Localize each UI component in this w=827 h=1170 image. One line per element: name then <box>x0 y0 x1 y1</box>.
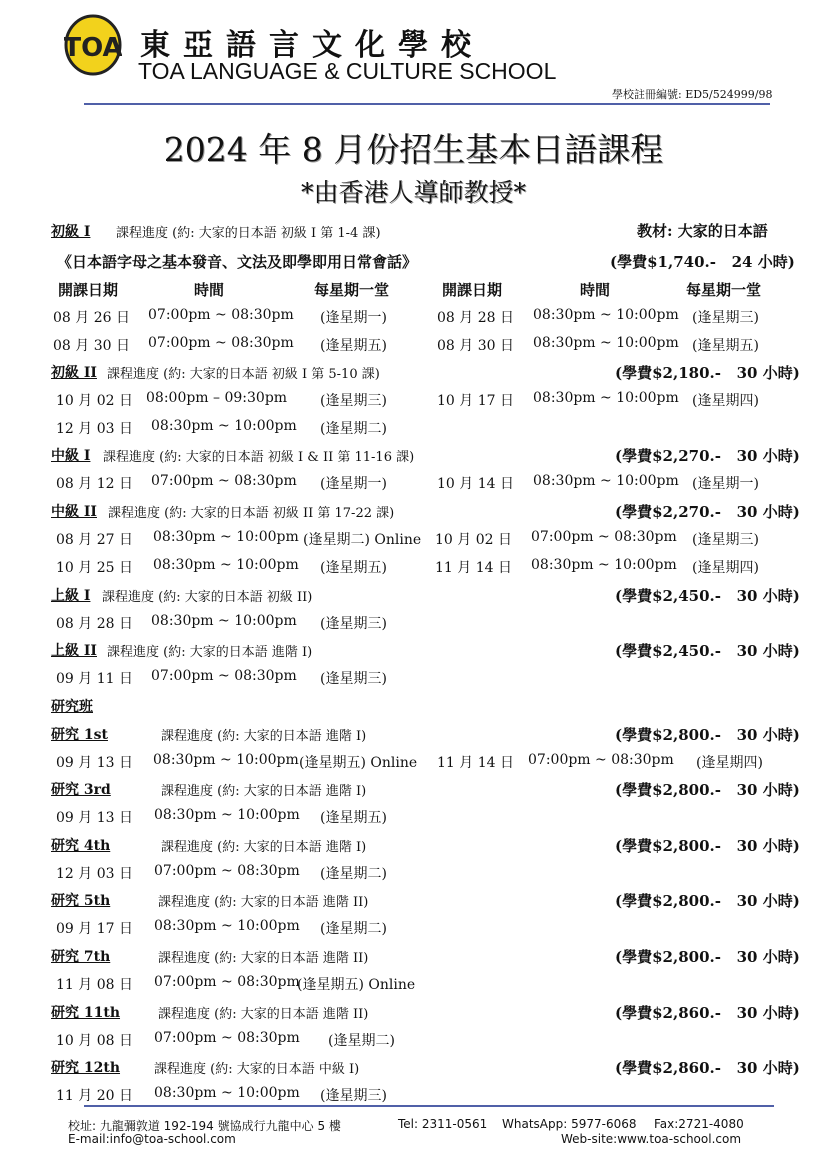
schedule-date: 10 月 02 日 <box>435 532 512 548</box>
school-name-english: TOA LANGUAGE & CULTURE SCHOOL <box>138 58 557 84</box>
schedule-time: 08:30pm ~ 10:00pm <box>153 752 299 768</box>
schedule-time: 07:00pm ~ 08:30pm <box>154 863 300 879</box>
course-fee: (學費$2,450.- 30 小時) <box>615 642 800 660</box>
schedule-time: 08:30pm ~ 10:00pm <box>533 335 679 351</box>
course-progress: 課程進度 (約: 大家的日本語 初級 I & II 第 11-16 課) <box>103 450 415 465</box>
schedule-time: 08:00pm – 09:30pm <box>146 390 288 406</box>
schedule-day: (逢星期二) <box>328 1033 395 1049</box>
email-link[interactable]: E-mail:info@toa-school.com <box>68 1132 236 1146</box>
schedule-time: 08:30pm ~ 10:00pm <box>533 473 679 489</box>
schedule-time: 07:00pm ~ 08:30pm <box>151 668 297 684</box>
course-progress: 課程進度 (約: 大家的日本語 進階 II) <box>158 951 369 966</box>
schedule-date: 08 月 28 日 <box>437 310 514 326</box>
schedule-day: (逢星期四) <box>696 755 763 771</box>
course-description: 《日本語字母之基本發音、文法及即學即用日常會話》 <box>57 253 418 271</box>
schedule-date: 10 月 08 日 <box>56 1033 133 1049</box>
course-fee: (學費$2,800.- 30 小時) <box>615 781 800 799</box>
textbook-label: 教材: 大家的日本語 <box>637 222 768 240</box>
schedule-day: (逢星期一) <box>320 476 387 492</box>
schedule-date: 09 月 13 日 <box>56 810 133 826</box>
website-link[interactable]: Web-site:www.toa-school.com <box>561 1132 742 1146</box>
footer-divider <box>84 1105 774 1107</box>
header-divider <box>84 103 770 105</box>
schedule-day: (逢星期二) <box>320 421 387 437</box>
course-label-research-12th: 研究 12th <box>51 1060 121 1076</box>
schedule-day: (逢星期三) <box>320 1088 387 1104</box>
schedule-date: 08 月 26 日 <box>53 310 130 326</box>
schedule-time: 07:00pm ~ 08:30pm <box>154 1030 300 1046</box>
course-progress: 課程進度 (約: 大家的日本語 進階 I) <box>107 645 313 660</box>
schedule-date: 11 月 08 日 <box>56 977 133 993</box>
course-progress: 課程進度 (約: 大家的日本語 初級 II) <box>102 590 313 605</box>
course-label-research-3rd: 研究 3rd <box>51 782 111 798</box>
course-fee: (學費$2,270.- 30 小時) <box>615 503 800 521</box>
schedule-date: 09 月 13 日 <box>56 755 133 771</box>
schedule-day: (逢星期三) <box>692 532 759 548</box>
schedule-date: 11 月 14 日 <box>437 755 514 771</box>
course-fee: (學費$2,860.- 30 小時) <box>615 1004 800 1022</box>
schedule-time: 08:30pm ~ 10:00pm <box>151 418 297 434</box>
schedule-day: (逢星期二) <box>320 866 387 882</box>
schedule-day: (逢星期三) <box>320 393 387 409</box>
schedule-date: 10 月 25 日 <box>56 560 133 576</box>
schedule-day: (逢星期五) <box>320 338 387 354</box>
registration-number: 學校註冊編號: ED5/524999/98 <box>612 88 773 101</box>
schedule-day: (逢星期五) Online <box>297 977 416 993</box>
course-fee: (學費$2,270.- 30 小時) <box>615 447 800 465</box>
course-label-beginner-1: 初級 I <box>51 224 91 240</box>
course-progress-beginner-1: 課程進度 (約: 大家的日本語 初級 I 第 1-4 課) <box>116 226 381 241</box>
whatsapp: WhatsApp: 5977-6068 <box>502 1117 637 1131</box>
schedule-day: (逢星期一) <box>692 476 759 492</box>
course-progress: 課程進度 (約: 大家的日本語 中級 I) <box>154 1062 360 1077</box>
schedule-time: 08:30pm ~ 10:00pm <box>533 307 679 323</box>
schedule-day: (逢星期四) <box>692 393 759 409</box>
telephone: Tel: 2311-0561 <box>398 1117 488 1131</box>
school-logo <box>64 14 122 76</box>
school-name-chinese: 東亞語言文化學校 <box>140 28 484 63</box>
schedule-time: 07:00pm ~ 08:30pm <box>531 529 677 545</box>
course-label-advanced-1: 上級 I <box>51 588 91 604</box>
schedule-date: 08 月 30 日 <box>53 338 130 354</box>
schedule-time: 08:30pm ~ 10:00pm <box>533 390 679 406</box>
course-progress: 課程進度 (約: 大家的日本語 進階 I) <box>161 840 367 855</box>
course-label-research-1st: 研究 1st <box>51 727 108 743</box>
schedule-date: 08 月 28 日 <box>56 616 133 632</box>
column-header-time-2: 時間 <box>580 281 611 299</box>
schedule-day: (逢星期五) Online <box>299 755 418 771</box>
course-label-beginner-2: 初級 II <box>51 365 97 381</box>
course-label-intermediate-1: 中級 I <box>51 448 91 464</box>
course-label-research-4th: 研究 4th <box>51 838 111 854</box>
course-progress: 課程進度 (約: 大家的日本語 進階 II) <box>158 895 369 910</box>
page-subtitle: *由香港人導師教授* <box>300 178 526 207</box>
schedule-day: (逢星期三) <box>692 310 759 326</box>
schedule-date: 12 月 03 日 <box>56 866 133 882</box>
course-progress: 課程進度 (約: 大家的日本語 初級 II 第 17-22 課) <box>108 506 395 521</box>
schedule-time: 07:00pm ~ 08:30pm <box>151 473 297 489</box>
course-label-research-7th: 研究 7th <box>51 949 111 965</box>
page-title: 2024 年 8 月份招生基本日語課程 <box>163 130 664 169</box>
logo-text: TOA <box>64 33 122 63</box>
schedule-time: 08:30pm ~ 10:00pm <box>154 1085 300 1101</box>
schedule-day: (逢星期二) Online <box>303 532 422 548</box>
course-progress: 課程進度 (約: 大家的日本語 進階 I) <box>161 784 367 799</box>
schedule-date: 12 月 03 日 <box>56 421 133 437</box>
fee-beginner-1: (學費$1,740.- 24 小時) <box>610 253 795 271</box>
schedule-time: 08:30pm ~ 10:00pm <box>153 557 299 573</box>
course-fee: (學費$2,180.- 30 小時) <box>615 364 800 382</box>
schedule-date: 08 月 12 日 <box>56 476 133 492</box>
schedule-day: (逢星期五) <box>320 810 387 826</box>
fax: Fax:2721-4080 <box>654 1117 744 1131</box>
schedule-day: (逢星期五) <box>692 338 759 354</box>
column-header-start-date-2: 開課日期 <box>442 281 503 299</box>
schedule-date: 08 月 30 日 <box>437 338 514 354</box>
schedule-date: 09 月 17 日 <box>56 921 133 937</box>
schedule-date: 11 月 20 日 <box>56 1088 133 1104</box>
schedule-date: 10 月 02 日 <box>56 393 133 409</box>
schedule-time: 08:30pm ~ 10:00pm <box>151 613 297 629</box>
schedule-date: 10 月 17 日 <box>437 393 514 409</box>
schedule-time: 08:30pm ~ 10:00pm <box>154 918 300 934</box>
column-header-weekly-2: 每星期一堂 <box>686 281 762 299</box>
course-label-advanced-2: 上級 II <box>51 643 97 659</box>
course-fee: (學費$2,450.- 30 小時) <box>615 587 800 605</box>
schedule-date: 10 月 14 日 <box>437 476 514 492</box>
column-header-time: 時間 <box>194 281 225 299</box>
schedule-date: 11 月 14 日 <box>435 560 512 576</box>
course-fee: (學費$2,800.- 30 小時) <box>615 948 800 966</box>
schedule-time: 07:00pm ~ 08:30pm <box>528 752 674 768</box>
schedule-time: 07:00pm ~ 08:30pm <box>148 335 294 351</box>
schedule-time: 08:30pm ~ 10:00pm <box>153 529 299 545</box>
schedule-day: (逢星期五) <box>320 560 387 576</box>
school-address: 校址: 九龍彌敦道 192-194 號協成行九龍中心 5 樓 <box>68 1119 341 1133</box>
schedule-time: 08:30pm ~ 10:00pm <box>154 807 300 823</box>
course-label-intermediate-2: 中級 II <box>51 504 97 520</box>
schedule-date: 08 月 27 日 <box>56 532 133 548</box>
schedule-day: (逢星期三) <box>320 671 387 687</box>
column-header-start-date: 開課日期 <box>58 281 119 299</box>
course-fee: (學費$2,800.- 30 小時) <box>615 726 800 744</box>
schedule-time: 08:30pm ~ 10:00pm <box>531 557 677 573</box>
course-label-research-5th: 研究 5th <box>51 893 111 909</box>
course-progress: 課程進度 (約: 大家的日本語 進階 I) <box>161 729 367 744</box>
course-fee: (學費$2,860.- 30 小時) <box>615 1059 800 1077</box>
course-fee: (學費$2,800.- 30 小時) <box>615 892 800 910</box>
schedule-day: (逢星期四) <box>692 560 759 576</box>
schedule-date: 09 月 11 日 <box>56 671 133 687</box>
course-progress: 課程進度 (約: 大家的日本語 初級 I 第 5-10 課) <box>107 367 380 382</box>
schedule-day: (逢星期二) <box>320 921 387 937</box>
course-label-research-11th: 研究 11th <box>51 1005 121 1021</box>
column-header-weekly: 每星期一堂 <box>314 281 390 299</box>
schedule-time: 07:00pm ~ 08:30pm <box>148 307 294 323</box>
research-class-heading: 研究班 <box>51 699 93 715</box>
schedule-time: 07:00pm ~ 08:30pm <box>154 974 300 990</box>
course-progress: 課程進度 (約: 大家的日本語 進階 II) <box>158 1007 369 1022</box>
schedule-day: (逢星期三) <box>320 616 387 632</box>
course-fee: (學費$2,800.- 30 小時) <box>615 837 800 855</box>
schedule-day: (逢星期一) <box>320 310 387 326</box>
